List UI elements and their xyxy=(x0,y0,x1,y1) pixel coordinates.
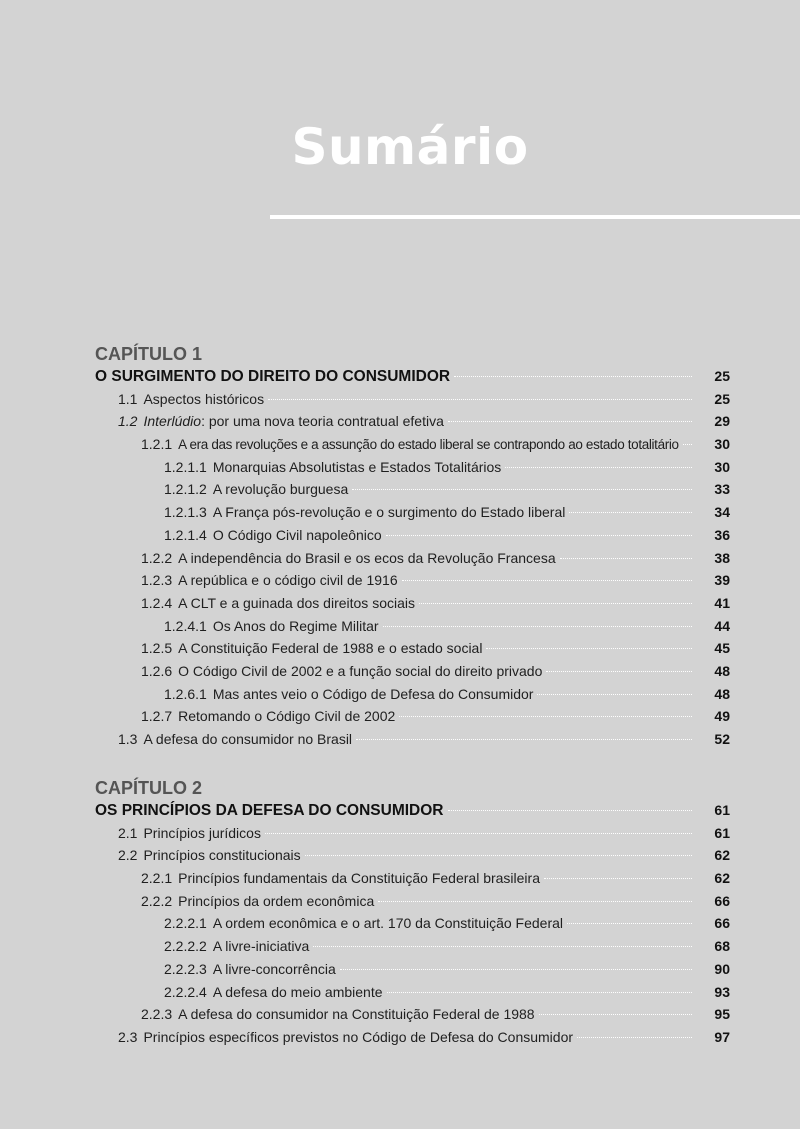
page-title: Sumário xyxy=(291,118,529,176)
section-title: Retomando o Código Civil de 2002 xyxy=(178,708,396,725)
section-title: A CLT e a guinada dos direitos sociais xyxy=(178,594,415,611)
dot-leader xyxy=(313,945,692,947)
section-number: 2.3 xyxy=(118,1028,138,1045)
dot-leader xyxy=(387,991,693,993)
section-number: 1.3 xyxy=(118,731,138,747)
dot-leader xyxy=(448,420,692,422)
section-title: Mas antes veio o Código de Defesa do Consumidor xyxy=(212,685,534,702)
toc-entry[interactable] xyxy=(95,615,730,638)
section-number: 2.2.3 xyxy=(141,1006,173,1023)
page-number: 68 xyxy=(714,938,730,955)
page-number: 62 xyxy=(714,870,730,887)
section-title: Princípios específicos previstos no Código de Defesa do Consumidor xyxy=(143,1028,574,1045)
toc-entry[interactable] xyxy=(95,912,730,935)
section-title: A defesa do consumidor na Constituição Federal de 1988 xyxy=(178,1006,535,1023)
section-number: 1.2.7 xyxy=(141,708,173,725)
section-number: 2.2.2 xyxy=(141,892,173,909)
page-number: 39 xyxy=(714,572,730,589)
dot-leader xyxy=(268,398,692,400)
toc-entry[interactable] xyxy=(95,867,730,890)
chapter-label: CAPÍTULO 2 xyxy=(95,778,203,798)
section-number: 1.2.2 xyxy=(141,549,173,566)
section-number: 1.2.1.2 xyxy=(164,481,207,498)
section-number: 2.2.1 xyxy=(141,870,173,887)
page-number: 38 xyxy=(714,549,730,566)
section-title: A ordem econômica e o art. 170 da Constituição Federal xyxy=(212,915,564,932)
page-number: 33 xyxy=(714,481,730,498)
dot-leader xyxy=(567,922,692,924)
section-title: A defesa do meio ambiente xyxy=(212,983,383,1000)
section-title: Princípios fundamentais da Constituição Federal brasileira xyxy=(178,870,540,887)
section-title: A independência do Brasil e os ecos da Revolução Francesa xyxy=(178,549,556,566)
section-title: Princípios da ordem econômica xyxy=(178,892,375,909)
section-title: A república e o código civil de 1916 xyxy=(178,572,398,589)
toc-entry[interactable] xyxy=(95,1026,730,1049)
toc-entry[interactable] xyxy=(95,844,730,867)
chapter-label: CAPÍTULO 1 xyxy=(95,344,203,364)
section-number: 1.2.4 xyxy=(141,594,173,611)
chapter-title-entry[interactable] xyxy=(95,799,730,822)
section-number: 2.2.2.4 xyxy=(164,983,207,1000)
page-number: 48 xyxy=(714,685,730,702)
dot-leader xyxy=(544,877,692,879)
dot-leader xyxy=(454,375,692,377)
dot-leader xyxy=(399,715,692,717)
dot-leader xyxy=(569,511,692,513)
section-title: A defesa do consumidor no Brasil xyxy=(143,731,353,747)
page-number: 29 xyxy=(714,413,730,430)
section-title-rest: : por uma nova teoria contratual efetiva xyxy=(201,413,444,430)
section-title: Princípios jurídicos xyxy=(143,824,261,841)
section-title: Monarquias Absolutistas e Estados Totalitários xyxy=(212,458,502,475)
section-title: Os Anos do Regime Militar xyxy=(212,617,379,634)
section-title: A Constituição Federal de 1988 e o estado social xyxy=(178,640,483,657)
page-number: 52 xyxy=(714,731,730,747)
dot-leader xyxy=(560,557,692,559)
dot-leader xyxy=(378,900,692,902)
dot-leader xyxy=(383,625,692,627)
dot-leader xyxy=(505,466,692,468)
chapter-title: O SURGIMENTO DO DIREITO DO CONSUMIDOR xyxy=(95,368,451,385)
section-number: 1.2.1.1 xyxy=(164,458,207,475)
section-number: 1.2.6.1 xyxy=(164,685,207,702)
section-number: 1.2.3 xyxy=(141,572,173,589)
toc-entry[interactable] xyxy=(95,547,730,570)
page-number: 49 xyxy=(714,708,730,725)
toc-entry[interactable] xyxy=(95,705,730,728)
page-number: 61 xyxy=(714,802,730,818)
section-number: 1.2.4.1 xyxy=(164,617,207,634)
section-title: Aspectos históricos xyxy=(143,390,265,407)
title-divider xyxy=(270,215,800,219)
section-title: O Código Civil de 2002 e a função social do direito privado xyxy=(178,662,543,679)
toc-chapter-2 xyxy=(95,777,730,1049)
page-number: 93 xyxy=(714,983,730,1000)
page-number: 61 xyxy=(714,824,730,841)
section-number: 1.2.1.3 xyxy=(164,504,207,521)
page-number: 25 xyxy=(714,368,730,384)
toc-entry[interactable] xyxy=(95,569,730,592)
section-title: A revolução burguesa xyxy=(212,481,349,498)
section-title-italic: Interlúdio xyxy=(143,413,202,430)
chapter-title: OS PRINCÍPIOS DA DEFESA DO CONSUMIDOR xyxy=(95,802,444,819)
toc-entry[interactable] xyxy=(95,683,730,706)
page-number: 66 xyxy=(714,892,730,909)
dot-leader xyxy=(340,968,692,970)
dot-leader xyxy=(386,534,692,536)
section-number: 2.2.2.3 xyxy=(164,960,207,977)
section-title: A livre-concorrência xyxy=(212,960,336,977)
section-title: A França pós-revolução e o surgimento do Estado liberal xyxy=(212,504,566,521)
section-number: 1.2.1.4 xyxy=(164,526,207,543)
page-number: 34 xyxy=(714,504,730,521)
section-number: 2.2.2.1 xyxy=(164,915,207,932)
toc-entry[interactable] xyxy=(95,1003,730,1026)
page-number: 48 xyxy=(714,662,730,679)
toc-chapter-1 xyxy=(95,343,730,751)
page-number: 30 xyxy=(714,458,730,475)
page-number: 25 xyxy=(714,390,730,407)
dot-leader xyxy=(539,1013,692,1015)
section-title xyxy=(143,410,443,433)
dot-leader xyxy=(486,647,692,649)
dot-leader xyxy=(352,488,692,490)
page-number: 66 xyxy=(714,915,730,932)
section-number: 1.2.5 xyxy=(141,640,173,657)
section-title: A era das revoluções e a assunção do estado liberal se contrapondo ao estado totalitário xyxy=(178,437,679,453)
page-number: 36 xyxy=(714,526,730,543)
toc-entry[interactable] xyxy=(95,637,730,660)
toc-entry[interactable] xyxy=(95,958,730,981)
section-number: 1.2.6 xyxy=(141,662,173,679)
toc-entry[interactable] xyxy=(95,410,730,433)
dot-leader xyxy=(577,1036,692,1038)
page-number: 44 xyxy=(714,617,730,634)
page-number: 30 xyxy=(714,436,730,453)
page-number: 41 xyxy=(714,594,730,611)
toc-entry[interactable] xyxy=(95,728,730,751)
section-title: Princípios constitucionais xyxy=(143,847,301,864)
page-number: 45 xyxy=(714,640,730,657)
section-number: 1.2 xyxy=(118,413,138,430)
chapter-title-entry[interactable] xyxy=(95,365,730,388)
toc-entry[interactable] xyxy=(95,592,730,615)
section-title: A livre-iniciativa xyxy=(212,938,310,955)
toc-entry[interactable] xyxy=(95,433,730,456)
dot-leader xyxy=(356,738,692,740)
toc-entry[interactable] xyxy=(95,524,730,547)
dot-leader xyxy=(546,670,692,672)
section-number: 2.1 xyxy=(118,824,138,841)
toc-entry[interactable] xyxy=(95,822,730,845)
dot-leader xyxy=(419,602,692,604)
page-number: 97 xyxy=(714,1028,730,1045)
page-number: 95 xyxy=(714,1006,730,1023)
page-number: 62 xyxy=(714,847,730,864)
toc-entry[interactable] xyxy=(95,501,730,524)
section-title: O Código Civil napoleônico xyxy=(212,526,382,543)
dot-leader xyxy=(305,854,692,856)
section-number: 1.2.1 xyxy=(141,436,173,453)
dot-leader xyxy=(402,579,692,581)
toc-entry[interactable] xyxy=(95,935,730,958)
section-number: 2.2 xyxy=(118,847,138,864)
dot-leader xyxy=(683,443,692,445)
toc-entry[interactable] xyxy=(95,660,730,683)
page-number: 90 xyxy=(714,960,730,977)
toc-entry[interactable] xyxy=(95,388,730,411)
toc-entry[interactable] xyxy=(95,981,730,1004)
dot-leader xyxy=(537,693,692,695)
section-number: 2.2.2.2 xyxy=(164,938,207,955)
section-number: 1.1 xyxy=(118,390,138,407)
toc-entry[interactable] xyxy=(95,890,730,913)
toc-entry[interactable] xyxy=(95,478,730,501)
dot-leader xyxy=(448,809,693,811)
dot-leader xyxy=(265,832,692,834)
toc-entry[interactable] xyxy=(95,456,730,479)
